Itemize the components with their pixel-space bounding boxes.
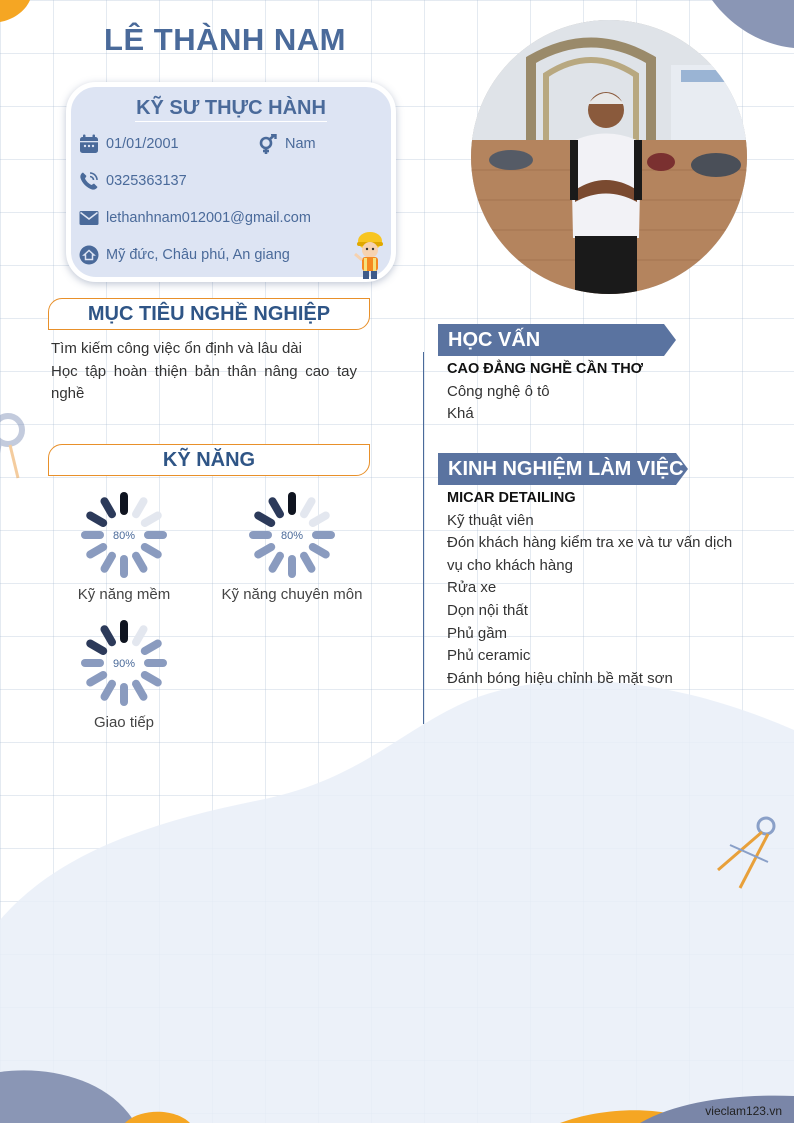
education-content	[447, 358, 747, 426]
compass-left-icon	[0, 416, 22, 478]
skill-progress-spinner	[247, 490, 337, 580]
gender-icon	[258, 134, 278, 154]
email-row	[79, 208, 311, 228]
spinner-segment	[145, 644, 158, 652]
education-heading	[438, 324, 678, 356]
home-icon	[79, 245, 99, 265]
skill-progress-spinner	[79, 490, 169, 580]
skill-label: Kỹ năng chuyên môn	[221, 586, 363, 603]
site-brand[interactable]: vieclam123.vn	[705, 1104, 782, 1118]
experience-heading-text: KINH NGHIỆM LÀM VIỆC	[448, 458, 684, 480]
skill-percent: 80%	[280, 530, 304, 542]
experience-line: Phủ ceramic	[447, 647, 531, 665]
contact-card	[66, 82, 396, 282]
spinner-segment	[313, 547, 326, 555]
gender-row	[258, 134, 316, 154]
birthday-row	[79, 134, 179, 154]
spinner-segment	[258, 547, 271, 555]
phone-icon	[79, 171, 99, 191]
spinner-segment	[105, 501, 113, 514]
spinner-segment	[136, 684, 144, 697]
spinner-segment	[90, 644, 103, 652]
objective-text	[51, 338, 357, 406]
skill-progress-spinner	[79, 618, 169, 708]
education-heading-text: HỌC VẤN	[448, 329, 541, 351]
experience-heading	[438, 453, 688, 485]
experience-line: Kỹ thuật viên	[447, 511, 534, 529]
column-divider	[423, 352, 424, 724]
objective-line-1: Tìm kiếm công việc ổn định và lâu dài	[51, 340, 302, 357]
spinner-segment	[273, 501, 281, 514]
address-row	[79, 245, 290, 265]
email-icon	[79, 208, 99, 228]
candidate-name: LÊ THÀNH NAM	[104, 22, 346, 57]
profile-photo	[471, 20, 747, 294]
experience-line: vụ cho khách hàng	[447, 556, 573, 574]
skill-percent: 80%	[112, 530, 136, 542]
spinner-segment	[90, 675, 103, 683]
spinner-segment	[304, 501, 312, 514]
phone-row	[79, 171, 187, 191]
spinner-segment	[105, 684, 113, 697]
spinner-segment	[145, 675, 158, 683]
spinner-segment	[136, 556, 144, 569]
phone-value[interactable]: 0325363137	[106, 173, 187, 189]
spinner-segment	[304, 556, 312, 569]
company-name: MICAR DETAILING	[447, 490, 576, 506]
experience-line: Đánh bóng hiệu chỉnh bề mặt sơn	[447, 669, 673, 687]
skill-label: Giao tiếp	[93, 714, 155, 731]
school-name: CAO ĐẲNG NGHỀ CẦN THƠ	[447, 361, 644, 377]
spinner-segment	[145, 516, 158, 524]
job-title: KỸ SƯ THỰC HÀNH	[135, 97, 327, 122]
worker-mascot-icon	[353, 227, 387, 281]
skill-percent: 90%	[112, 658, 136, 670]
spinner-segment	[136, 629, 144, 642]
address-value: Mỹ đức, Châu phú, An giang	[106, 247, 290, 263]
skill-item	[44, 618, 204, 731]
birthday-value: 01/01/2001	[106, 136, 179, 152]
experience-line: Đón khách hàng kiểm tra xe và tư vấn dịch	[447, 534, 733, 552]
spinner-segment	[136, 501, 144, 514]
skill-item	[212, 490, 372, 603]
spinner-segment	[145, 547, 158, 555]
grade: Khá	[447, 405, 474, 423]
skills-heading: KỸ NĂNG	[48, 444, 370, 476]
experience-content	[447, 487, 747, 690]
experience-line: Rửa xe	[447, 579, 497, 597]
skill-label: Kỹ năng mềm	[77, 586, 171, 603]
spinner-segment	[90, 516, 103, 524]
calendar-icon	[79, 134, 99, 154]
gender-value: Nam	[285, 136, 316, 152]
profile-photo-illustration	[471, 20, 747, 294]
spinner-segment	[273, 556, 281, 569]
experience-line: Dọn nội thất	[447, 601, 528, 619]
objective-line-2: Học tập hoàn thiện bản thân nâng cao tay nghề	[51, 362, 357, 402]
email-value[interactable]: lethanhnam012001@gmail.com	[106, 210, 311, 226]
spinner-segment	[105, 629, 113, 642]
skill-item	[44, 490, 204, 603]
major: Công nghệ ô tô	[447, 382, 550, 400]
objective-heading: MỤC TIÊU NGHỀ NGHIỆP	[48, 298, 370, 330]
spinner-segment	[258, 516, 271, 524]
spinner-segment	[313, 516, 326, 524]
spinner-segment	[105, 556, 113, 569]
experience-line: Phủ gầm	[447, 624, 508, 642]
spinner-segment	[90, 547, 103, 555]
